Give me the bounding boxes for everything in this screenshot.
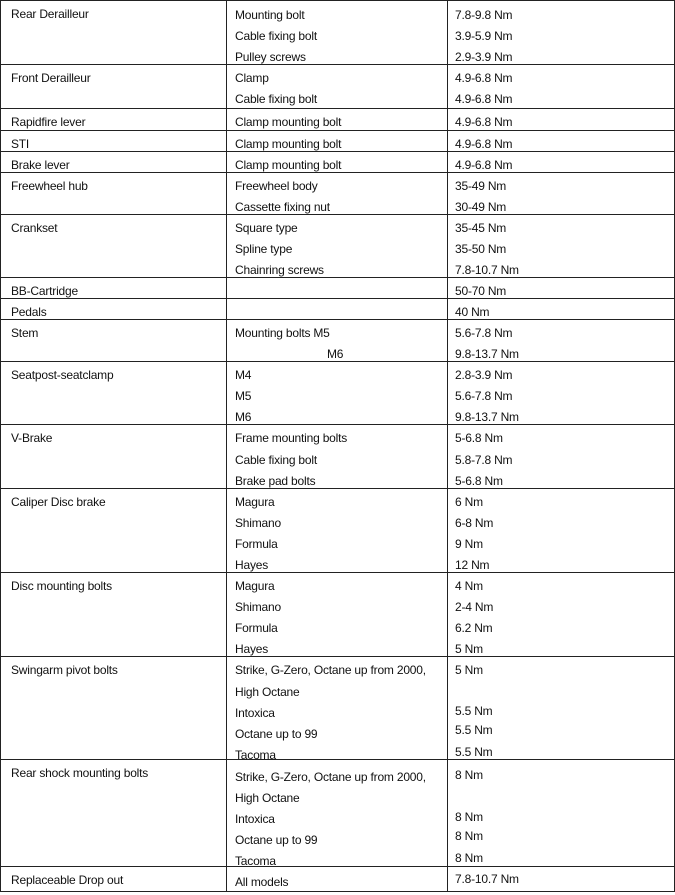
torque-value: 5 Nm <box>455 642 483 656</box>
torque-value: 8 Nm <box>455 810 483 824</box>
part-name: Hayes <box>235 642 269 656</box>
torque-value: 4.9-6.8 Nm <box>455 137 513 151</box>
table-row <box>0 572 675 656</box>
part-name: Mounting bolts M5 <box>235 326 330 340</box>
part-name: Shimano <box>235 516 281 530</box>
component-name: V-Brake <box>11 431 53 445</box>
table-row <box>0 319 675 361</box>
part-name: M6 <box>327 347 344 361</box>
torque-value: 7.8-10.7 Nm <box>455 263 519 277</box>
part-name: Freewheel body <box>235 179 318 193</box>
part-name: Cable fixing bolt <box>235 453 317 467</box>
part-name: Square type <box>235 221 298 235</box>
table-row <box>0 866 675 892</box>
torque-value: 4.9-6.8 Nm <box>455 158 513 172</box>
torque-value: 5 Nm <box>455 663 483 677</box>
torque-value: 4.9-6.8 Nm <box>455 71 513 85</box>
torque-value: 8 Nm <box>455 829 483 843</box>
torque-value: 4 Nm <box>455 579 483 593</box>
torque-value: 35-50 Nm <box>455 242 507 256</box>
part-name: Mounting bolt <box>235 8 305 22</box>
part-name: M4 <box>235 368 252 382</box>
torque-value: 5.8-7.8 Nm <box>455 453 513 467</box>
torque-value: 8 Nm <box>455 768 483 782</box>
part-name: M6 <box>235 410 252 424</box>
torque-value: 5.5 Nm <box>455 723 493 737</box>
part-name: High Octane <box>235 685 300 699</box>
part-name: Clamp mounting bolt <box>235 158 342 172</box>
torque-value: 5-6.8 Nm <box>455 431 503 445</box>
torque-value: 2.9-3.9 Nm <box>455 50 513 64</box>
torque-value: 5.6-7.8 Nm <box>455 389 513 403</box>
component-name: STI <box>11 137 30 151</box>
torque-value: 5-6.8 Nm <box>455 474 503 488</box>
torque-value: 2-4 Nm <box>455 600 494 614</box>
component-name: Seatpost-seatclamp <box>11 368 114 382</box>
part-name: Chainring screws <box>235 263 324 277</box>
table-row <box>0 151 675 172</box>
part-name: Tacoma <box>235 854 276 868</box>
part-name: Strike, G-Zero, Octane up from 2000, <box>235 663 426 677</box>
component-name: Freewheel hub <box>11 179 88 193</box>
torque-value: 50-70 Nm <box>455 284 507 298</box>
torque-value: 5.5 Nm <box>455 704 493 718</box>
part-name: Spline type <box>235 242 293 256</box>
part-name: Intoxica <box>235 812 275 826</box>
table-row <box>0 298 675 319</box>
table-row <box>0 361 675 424</box>
table-row <box>0 108 675 130</box>
part-name: Clamp mounting bolt <box>235 115 342 129</box>
part-name: All models <box>235 875 289 889</box>
part-name: Strike, G-Zero, Octane up from 2000, <box>235 770 426 784</box>
table-row <box>0 172 675 214</box>
component-name: Rear shock mounting bolts <box>11 766 149 780</box>
torque-value: 3.9-5.9 Nm <box>455 29 513 43</box>
table-row <box>0 656 675 762</box>
table-row <box>0 277 675 298</box>
table-border-left <box>0 0 1 892</box>
torque-value: 2.8-3.9 Nm <box>455 368 513 382</box>
torque-value: 5.6-7.8 Nm <box>455 326 513 340</box>
part-name: Cable fixing bolt <box>235 29 317 43</box>
component-name: Crankset <box>11 221 58 235</box>
torque-value: 5.5 Nm <box>455 745 493 759</box>
table-row <box>0 759 675 866</box>
component-name: Rapidfire lever <box>11 115 86 129</box>
part-name: Hayes <box>235 558 269 572</box>
torque-value: 4.9-6.8 Nm <box>455 92 513 106</box>
table-row <box>0 488 675 572</box>
torque-value: 7.8-9.8 Nm <box>455 8 513 22</box>
part-name: Tacoma <box>235 748 276 762</box>
torque-value: 35-45 Nm <box>455 221 507 235</box>
torque-value: 9.8-13.7 Nm <box>455 410 519 424</box>
torque-value: 9 Nm <box>455 537 483 551</box>
part-name: Octane up to 99 <box>235 727 318 741</box>
part-name: Shimano <box>235 600 281 614</box>
torque-value: 30-49 Nm <box>455 200 507 214</box>
torque-value: 35-49 Nm <box>455 179 507 193</box>
table-row <box>0 214 675 277</box>
part-name: Clamp mounting bolt <box>235 137 342 151</box>
torque-value: 40 Nm <box>455 305 490 319</box>
part-name: Frame mounting bolts <box>235 431 348 445</box>
component-name: Brake lever <box>11 158 70 172</box>
component-name: Stem <box>11 326 39 340</box>
torque-value: 12 Nm <box>455 558 490 572</box>
column-divider <box>447 0 448 892</box>
torque-value: 6-8 Nm <box>455 516 494 530</box>
component-name: Replaceable Drop out <box>11 873 124 887</box>
part-name: Magura <box>235 579 275 593</box>
component-name: Pedals <box>11 305 47 319</box>
part-name: Brake pad bolts <box>235 474 316 488</box>
part-name: Formula <box>235 537 278 551</box>
torque-value: 7.8-10.7 Nm <box>455 872 519 886</box>
torque-value: 6.2 Nm <box>455 621 493 635</box>
part-name: Intoxica <box>235 706 275 720</box>
component-name: BB-Cartridge <box>11 284 78 298</box>
table-row <box>0 64 675 108</box>
component-name: Disc mounting bolts <box>11 579 112 593</box>
part-name: Formula <box>235 621 278 635</box>
torque-value: 4.9-6.8 Nm <box>455 115 513 129</box>
torque-value: 8 Nm <box>455 851 483 865</box>
part-name: Octane up to 99 <box>235 833 318 847</box>
torque-value: 9.8-13.7 Nm <box>455 347 519 361</box>
component-name: Swingarm pivot bolts <box>11 663 118 677</box>
table-row <box>0 0 675 64</box>
part-name: M5 <box>235 389 252 403</box>
part-name: Cable fixing bolt <box>235 92 317 106</box>
part-name: Clamp <box>235 71 269 85</box>
component-name: Rear Derailleur <box>11 7 89 21</box>
table-row <box>0 130 675 151</box>
part-name: High Octane <box>235 791 300 805</box>
component-name: Caliper Disc brake <box>11 495 106 509</box>
table-row <box>0 424 675 488</box>
component-name: Front Derailleur <box>11 71 91 85</box>
column-divider <box>226 0 227 892</box>
part-name: Cassette fixing nut <box>235 200 330 214</box>
torque-value: 6 Nm <box>455 495 483 509</box>
part-name: Magura <box>235 495 275 509</box>
part-name: Pulley screws <box>235 50 306 64</box>
